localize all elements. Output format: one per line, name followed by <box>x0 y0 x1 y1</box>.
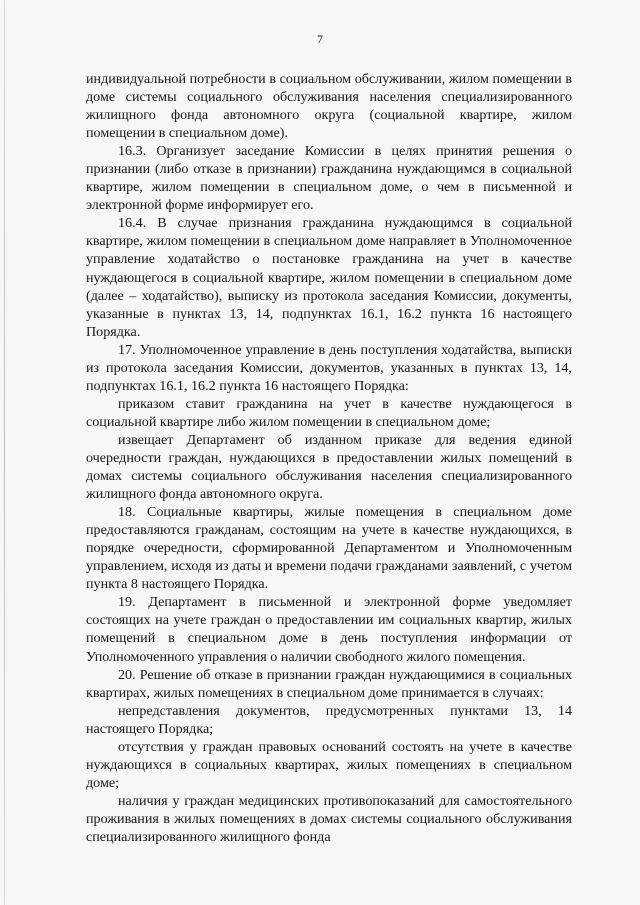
paragraph-p8: 20. Решение об отказе в признании граждан нуждающимися в социальных квартирах, жилых помещениях в специальном доме принимается в случаях: <box>86 666 572 701</box>
paragraph-p7: 19. Департамент в письменной и электронной форме уведомляет состоящих на учете граждан о предоставлении им социальных квартир, жилых помещений в специальном доме в день поступления информации от Уполномоченного управления о наличии свободного жилого помещения. <box>86 594 572 665</box>
paragraph-p10: отсутствия у граждан правовых оснований состоять на учете в качестве нуждающихся в социальных квартирах, жилых помещениях в специальном доме; <box>86 738 572 791</box>
paragraph-p1: 16.3. Организует заседание Комиссии в целях принятия решения о признании (либо отказе в признании) гражданина нуждающимся в социальной квартире, жилом помещении в специальном доме, о чем в письменной и электронной форме информирует его. <box>86 143 572 214</box>
paragraph-p2: 16.4. В случае признания гражданина нуждающимся в социальной квартире, жилом помещении в специальном доме направляет в Уполномоченное управление ходатайство о постановке гражданина на учет в качестве нуждающегося в социальной квартире, жилом помещении в специальном доме (далее – ходатайство), выписку из протокола заседания Комиссии, документы, указанные в пунктах 13, 14, подпунктах 16.1, 16.2 пункта 16 настоящего Порядка. <box>86 215 572 340</box>
document-body <box>86 70 572 846</box>
paragraph-p11: наличия у граждан медицинских противопоказаний для самостоятельного проживания в жилых помещениях в домах системы социального обслуживания специализированного жилищного фонда <box>86 792 572 845</box>
paragraph-p6: 18. Социальные квартиры, жилые помещения в специальном доме предоставляются гражданам, состоящим на учете в качестве нуждающихся, в порядке очередности, сформированной Департаментом и Уполномоченным управлением, исходя из даты и времени подачи гражданами заявлений, с учетом пункта 8 настоящего Порядка. <box>86 504 572 593</box>
page-number: 7 <box>317 32 323 46</box>
paragraph-p4: приказом ставит гражданина на учет в качестве нуждающегося в социальной квартире либо жилом помещении в специальном доме; <box>86 395 572 430</box>
paragraph-p9: непредставления документов, предусмотренных пунктами 13, 14 настоящего Порядка; <box>86 702 572 737</box>
scan-edge-line <box>4 0 5 905</box>
paragraph-p5: извещает Департамент об изданном приказе для ведения единой очередности граждан, нуждающихся в предоставлении жилых помещений в домах системы социального обслуживания населения специализированного жилищного фонда автономного округа. <box>86 431 572 503</box>
paragraph-p3: 17. Уполномоченное управление в день поступления ходатайства, выписки из протокола заседания Комиссии, документов, указанных в пунктах 13, 14, подпунктах 16.1, 16.2 пункта 16 настоящего Порядка: <box>86 341 572 394</box>
paragraph-p0: индивидуальной потребности в социальном обслуживании, жилом помещении в доме системы социального обслуживания населения специализированного жилищного фонда автономного округа (социальной квартире, жилом помещении в специальном доме). <box>86 71 572 142</box>
